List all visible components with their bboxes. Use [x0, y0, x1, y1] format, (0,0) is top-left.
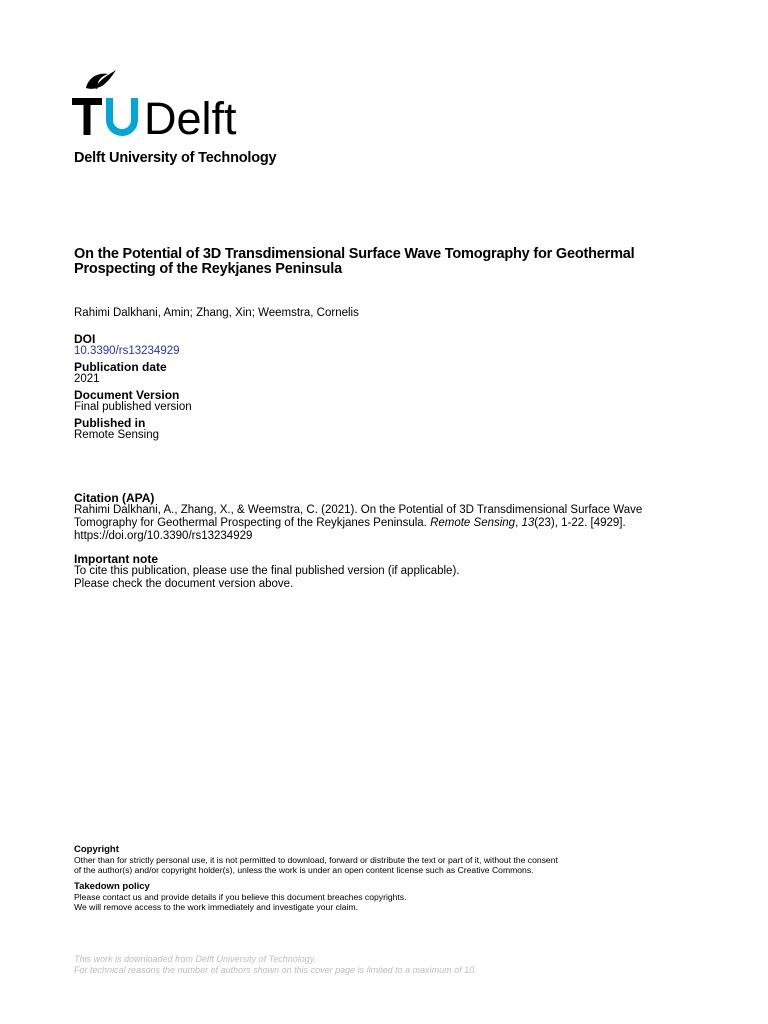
footer-note	[74, 954, 694, 976]
metadata-block	[74, 333, 714, 445]
takedown-block	[74, 882, 694, 912]
takedown-line1: Please contact us and provide details if you believe this document breaches copyrights.	[74, 892, 407, 902]
copyright-line2: of the author(s) and/or copyright holder(s), unless the work is under an open content license such as Creative Commons.	[74, 865, 534, 875]
takedown-line2: We will remove access to the work immediately and investigate your claim.	[74, 902, 359, 912]
organization-name: Delft University of Technology	[74, 150, 277, 166]
publication-date-label: Publication date	[74, 360, 167, 374]
logo-wordmark: Delft	[144, 93, 237, 138]
doi-label: DOI	[74, 332, 96, 346]
important-note-block	[74, 553, 704, 591]
copyright-label: Copyright	[74, 844, 119, 855]
tu-delft-logo	[72, 66, 262, 138]
citation-label: Citation (APA)	[74, 491, 155, 505]
publication-date-value: 2021	[74, 373, 100, 385]
published-in-value: Remote Sensing	[74, 429, 160, 441]
paper-authors: Rahimi Dalkhani, Amin; Zhang, Xin; Weemstra, Cornelis	[74, 307, 359, 319]
published-in-label: Published in	[74, 416, 146, 430]
citation-volume: 13	[521, 517, 535, 529]
citation-block	[74, 492, 704, 543]
important-note-line2: Please check the document version above.	[74, 578, 294, 590]
citation-part1: Rahimi Dalkhani, A., Zhang, X., & Weemstra, C. (2021). On the Potential of 3D Transdimensional Surface Wave Tomography for Geothermal Prospecting of the Reykjanes Peninsula.	[74, 504, 643, 529]
copyright-block	[74, 845, 694, 875]
citation-journal: Remote Sensing	[430, 517, 516, 529]
paper-title: On the Potential of 3D Transdimensional Surface Wave Tomography for Geothermal Prospecting of the Reykjanes Peninsula	[74, 246, 635, 277]
tu-delft-logo-graphic	[72, 66, 262, 138]
footer-line1: This work is downloaded from Delft University of Technology.	[74, 954, 317, 964]
takedown-label: Takedown policy	[74, 881, 150, 892]
document-version-label: Document Version	[74, 388, 180, 402]
important-note-line1: To cite this publication, please use the final published version (if applicable).	[74, 565, 460, 577]
citation-text	[74, 504, 704, 543]
citation-sep: ,	[515, 517, 522, 529]
document-version-value: Final published version	[74, 401, 192, 413]
doi-link[interactable]: 10.3390/rs13234929	[74, 345, 180, 357]
footer-line2: For technical reasons the number of authors shown on this cover page is limited to a maximum of 10.	[74, 965, 477, 975]
important-note-label: Important note	[74, 552, 158, 566]
citation-part2: (23), 1-22. [4929]. https://doi.org/10.3390/rs13234929	[74, 517, 626, 542]
copyright-line1: Other than for strictly personal use, it is not permitted to download, forward or distribute the text or part of it, without the consent	[74, 855, 558, 865]
